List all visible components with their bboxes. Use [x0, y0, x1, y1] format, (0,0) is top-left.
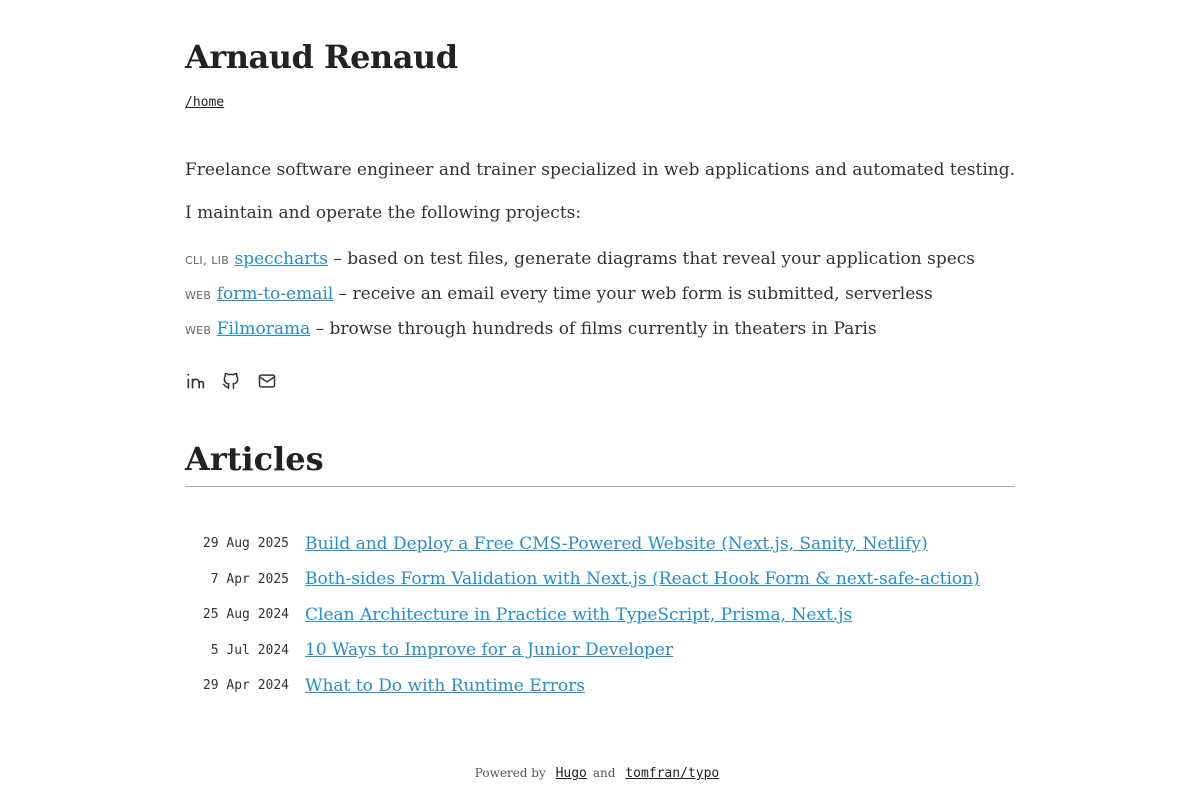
article-date: 25 Aug 2024 — [202, 607, 289, 623]
project-list — [185, 246, 975, 351]
project-description: – receive an email every time your web form is submitted, serverless — [333, 284, 933, 304]
article-item — [185, 633, 980, 669]
article-list — [185, 526, 980, 704]
footer-and: and — [592, 766, 616, 780]
project-description: – browse through hundreds of films currently in theaters in Paris — [310, 319, 877, 339]
article-date: 29 Apr 2024 — [202, 678, 289, 694]
project-description: – based on test files, generate diagrams that reveal your application specs — [327, 249, 976, 269]
theme-link[interactable]: tomfran/typo — [625, 766, 720, 781]
project-tag: CLI — [185, 254, 203, 267]
project-link-speccharts[interactable]: speccharts — [234, 249, 328, 269]
project-tag: WEB — [185, 289, 212, 302]
article-link[interactable]: 10 Ways to Improve for a Junior Developer — [305, 640, 674, 661]
article-link[interactable]: Build and Deploy a Free CMS-Powered Website (Next.js, Sanity, Netlify) — [305, 533, 928, 554]
article-item — [185, 526, 980, 562]
tag-separator: , — [202, 253, 212, 268]
project-link-form-to-email[interactable]: form-to-email — [216, 284, 334, 304]
home-link[interactable]: /home — [185, 95, 225, 110]
project-tag: LIB — [211, 254, 230, 267]
footer — [0, 766, 1200, 781]
article-item — [185, 668, 980, 704]
article-link[interactable]: Clean Architecture in Practice with TypeScript, Prisma, Next.js — [305, 604, 853, 625]
social-links — [185, 370, 277, 392]
article-date: 7 Apr 2025 — [210, 571, 289, 587]
footer-powered-by: Powered by — [474, 766, 546, 780]
mail-icon[interactable] — [257, 370, 277, 392]
github-icon[interactable] — [221, 370, 241, 392]
article-date: 29 Aug 2025 — [202, 536, 289, 552]
projects-intro-text: I maintain and operate the following projects: — [185, 203, 582, 223]
article-item — [185, 562, 980, 598]
project-item-speccharts — [185, 246, 975, 281]
article-item — [185, 597, 980, 633]
article-link[interactable]: Both-sides Form Validation with Next.js (React Hook Form & next-safe-action) — [305, 569, 980, 590]
article-date: 5 Jul 2024 — [210, 642, 289, 658]
project-item-filmorama — [185, 316, 975, 351]
site-title: Arnaud Renaud — [185, 38, 458, 76]
linkedin-icon[interactable] — [185, 370, 205, 392]
project-link-filmorama[interactable]: Filmorama — [216, 319, 311, 339]
project-tag: WEB — [185, 324, 212, 337]
bio-text: Freelance software engineer and trainer specialized in web applications and automated testing. — [185, 160, 1015, 180]
articles-heading: Articles — [185, 440, 1015, 487]
project-item-form-to-email — [185, 281, 975, 316]
hugo-link[interactable]: Hugo — [555, 766, 587, 781]
article-link[interactable]: What to Do with Runtime Errors — [305, 675, 586, 696]
